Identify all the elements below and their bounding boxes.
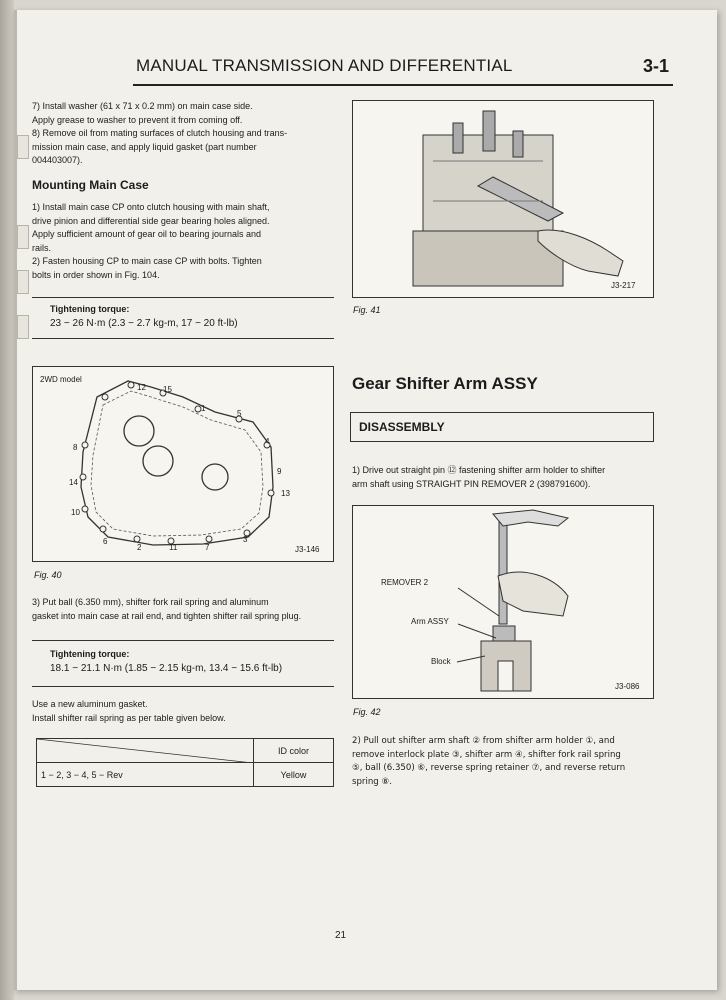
- mount-step-1c: Apply sufficient amount of gear oil to bearing journals and: [32, 229, 261, 239]
- bolt-number: 2: [137, 543, 142, 552]
- figure-40-model: 2WD model: [40, 375, 82, 384]
- mount-step-2a: 2) Fasten housing CP to main case CP with bolts. Tighten: [32, 256, 262, 266]
- disassembly-step-2c: ⑤, ball (6.350) ⑥, reverse spring retainer ⑦, and reverse return: [352, 763, 626, 773]
- figure-40: [32, 366, 334, 562]
- figure-42-caption: Fig. 42: [353, 707, 381, 717]
- disassembly-step-2d: spring ⑧.: [352, 776, 392, 787]
- bolt-number: 14: [69, 478, 78, 487]
- bolt-number: 1: [201, 404, 206, 413]
- step-3-block: [32, 596, 334, 623]
- figure-42-code: J3-086: [615, 682, 640, 691]
- housing-bolt-diagram: [33, 367, 333, 561]
- torque-1: [50, 303, 238, 330]
- label-arm-assy: Arm ASSY: [411, 617, 449, 626]
- diagonal-line: [37, 739, 253, 763]
- divider: [32, 686, 334, 687]
- step-8-text-end: 004403007).: [32, 155, 83, 165]
- mounting-heading: Mounting Main Case: [32, 178, 149, 192]
- mount-step-2b: bolts in order shown in Fig. 104.: [32, 269, 160, 280]
- figure-40-caption: Fig. 40: [34, 570, 62, 580]
- table-row-value: Yellow: [254, 763, 334, 787]
- mounting-steps: [32, 201, 332, 282]
- bolt-number: 8: [73, 443, 78, 452]
- step-7-block: [32, 100, 332, 168]
- divider: [32, 297, 334, 298]
- table-row: [37, 739, 334, 763]
- figure-41-caption: Fig. 41: [353, 305, 381, 315]
- step-8-text: 8) Remove oil from mating surfaces of clutch housing and trans-: [32, 128, 288, 138]
- bolt-number: 4: [265, 437, 270, 446]
- index-tab: [17, 225, 29, 249]
- label-remover: REMOVER 2: [381, 578, 429, 587]
- bolt-number: 9: [277, 467, 282, 476]
- step-8-text-cont: mission main case, and apply liquid gasket (part number: [32, 141, 257, 152]
- note-gasket: Use a new aluminum gasket.: [32, 699, 148, 709]
- figure-41: [352, 100, 654, 298]
- index-tab: [17, 135, 29, 159]
- disassembly-step-1b: arm shaft using STRAIGHT PIN REMOVER 2 (398791600).: [352, 478, 591, 489]
- step-7-text: 7) Install washer (61 x 71 x 0.2 mm) on main case side.: [32, 101, 253, 111]
- bolt-number: 10: [71, 508, 80, 517]
- torque-2-value: 18.1 − 21.1 N·m (1.85 − 2.15 kg-m, 13.4 − 15.6 ft-lb): [50, 662, 283, 674]
- page-title: MANUAL TRANSMISSION AND DIFFERENTIAL: [136, 56, 513, 75]
- step-3-text-cont: gasket into main case at rail end, and tighten shifter rail spring plug.: [32, 610, 302, 621]
- table-row: [37, 763, 334, 787]
- bolt-number: 12: [137, 383, 146, 392]
- transmission-illustration: [353, 101, 653, 297]
- disassembly-step-2a: 2) Pull out shifter arm shaft ② from shifter arm holder ①, and: [352, 736, 615, 746]
- label-block: Block: [431, 657, 451, 666]
- figure-41-code: J3-217: [611, 281, 636, 290]
- disassembly-step-2: [352, 735, 657, 789]
- table-header-id-color: ID color: [254, 739, 334, 763]
- torque-1-label: Tightening torque:: [50, 304, 130, 314]
- bolt-number: 11: [169, 543, 178, 552]
- torque-2: [50, 648, 282, 675]
- disassembly-step-1a: 1) Drive out straight pin ⑫ fastening shifter arm holder to shifter: [352, 465, 606, 475]
- bolt-number: 15: [163, 385, 172, 394]
- bolt-number: 6: [103, 537, 108, 546]
- mount-step-1a: 1) Install main case CP onto clutch housing with main shaft,: [32, 202, 270, 212]
- disassembly-step-2b: remove interlock plate ③, shifter arm ④, shifter fork rail spring: [352, 749, 621, 760]
- bolt-number: 13: [281, 489, 290, 498]
- figure-40-code: J3-146: [295, 545, 320, 554]
- torque-1-value: 23 − 26 N·m (2.3 − 2.7 kg-m, 17 − 20 ft-lb): [50, 317, 238, 329]
- notes: [32, 698, 334, 725]
- bolt-number: 3: [243, 535, 248, 544]
- step-3-text: 3) Put ball (6.350 mm), shifter fork rail spring and aluminum: [32, 597, 269, 607]
- disassembly-step-1: [352, 464, 657, 491]
- bolt-number: 7: [205, 543, 210, 552]
- torque-2-label: Tightening torque:: [50, 649, 130, 659]
- step-7-note: Apply grease to washer to prevent it from coming off.: [32, 114, 243, 125]
- page-number: 21: [335, 930, 347, 941]
- mount-step-1b: drive pinion and differential side gear bearing holes aligned.: [32, 215, 270, 226]
- spring-id-table: [36, 738, 334, 787]
- pin-remover-illustration: [353, 506, 653, 698]
- page-header: [133, 48, 673, 86]
- index-tab: [17, 315, 29, 339]
- bolt-number: 5: [237, 409, 242, 418]
- divider: [32, 640, 334, 641]
- index-tab: [17, 270, 29, 294]
- divider: [32, 338, 334, 339]
- mount-step-1d: rails.: [32, 242, 52, 253]
- note-spring: Install shifter rail spring as per table given below.: [32, 712, 226, 723]
- figure-42: [352, 505, 654, 699]
- table-corner-cell: [37, 739, 254, 763]
- table-row-label: 1 − 2, 3 − 4, 5 − Rev: [37, 763, 254, 787]
- disassembly-box: [350, 412, 654, 442]
- section-number: 3-1: [642, 56, 669, 76]
- section-heading: Gear Shifter Arm ASSY: [352, 374, 538, 393]
- disassembly-heading: DISASSEMBLY: [359, 420, 445, 434]
- binding-spine: [0, 0, 14, 1000]
